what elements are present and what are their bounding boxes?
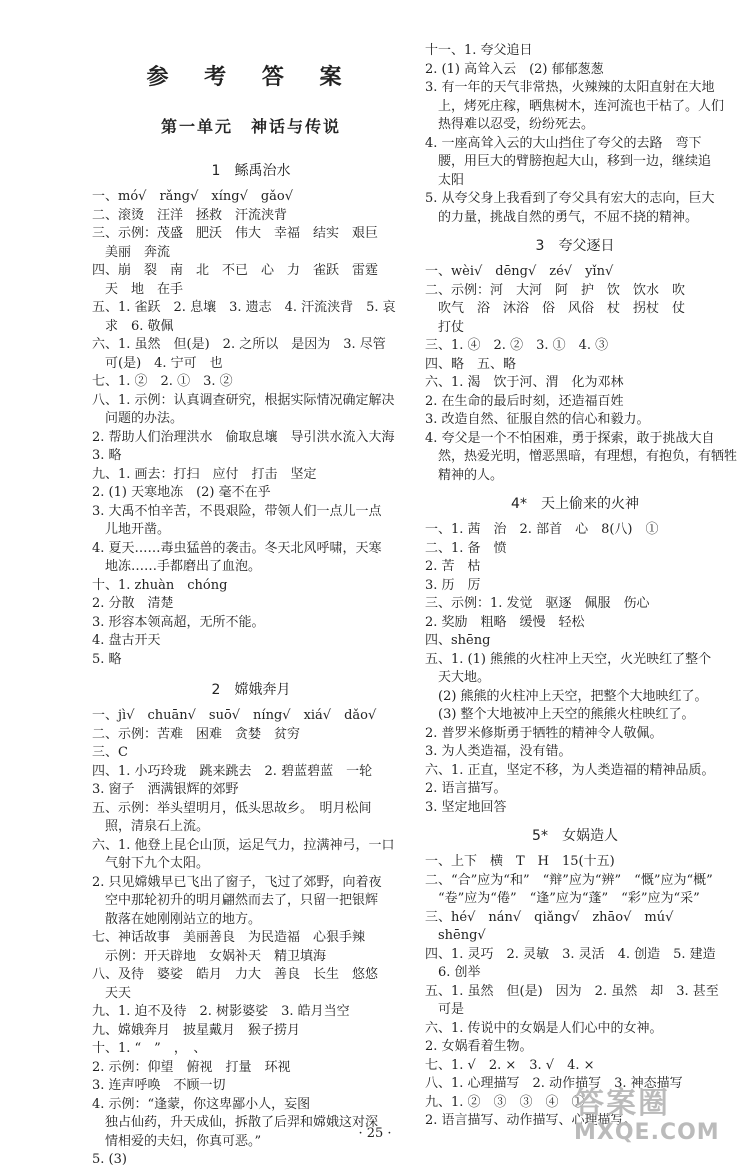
answer-line: 六、1. 渴 饮于河、渭 化为邓林 bbox=[425, 375, 624, 390]
answer-line: 精神的人。 bbox=[425, 467, 504, 483]
answer-line: (2) 熊熊的火柱冲上天空，把整个大地映红了。 bbox=[425, 688, 708, 704]
answer-line: 可是 bbox=[425, 1002, 465, 1017]
watermark-logo bbox=[574, 1087, 744, 1157]
answer-line: 3. 窗子 洒满银辉的郊野 bbox=[92, 782, 239, 797]
answer-line: 上，烤死庄稼，晒焦树木，连河流也干枯了。人们 bbox=[425, 98, 725, 114]
answer-line: 八、1. 心理描写 2. 动作描写 3. 神态描写 bbox=[425, 1076, 683, 1091]
answer-line: 三、示例：茂盛 肥沃 伟大 幸福 结实 艰巨 bbox=[92, 226, 379, 241]
answer-line: 4. 一座高耸入云的大山挡住了夸父的去路 弯下 bbox=[425, 135, 702, 151]
answer-line: 六、1. 他登上昆仑山顶，运足气力，拉满神弓，一口 bbox=[92, 837, 395, 853]
answer-line: 太阳 bbox=[425, 172, 465, 188]
answer-line: 六、1. 虽然 但(是) 2. 之所以 是因为 3. 尽管 bbox=[92, 337, 386, 352]
answer-line: 九、1. 迫不及待 2. 树影婆娑 3. 皓月当空 bbox=[92, 1004, 350, 1019]
answer-line: 3. 改造自然、征服自然的信心和毅力。 bbox=[425, 412, 650, 427]
answer-line: 三、示例：1. 发觉 驱逐 佩服 伤心 bbox=[425, 596, 650, 611]
answer-line: 三、C bbox=[92, 745, 128, 760]
answer-line: 七、1. √ 2. × 3. √ 4. × bbox=[425, 1057, 595, 1073]
answer-line: 2. (1) 高耸入云 (2) 郁郁葱葱 bbox=[425, 61, 604, 77]
answer-line: 问题的办法。 bbox=[92, 411, 184, 426]
answer-line: 四、1. 灵巧 2. 灵敏 3. 灵活 4. 创造 5. 建造 bbox=[425, 946, 716, 962]
answer-line: 八、及待 婆娑 皓月 力大 善良 长生 悠悠 bbox=[92, 967, 379, 982]
lesson-title: 3 夸父逐日 bbox=[535, 238, 615, 254]
page-number: · 25 · bbox=[358, 1126, 392, 1141]
lesson-title: 1 鲧禹治水 bbox=[211, 163, 291, 179]
answer-line: (3) 整个大地被冲上天空的熊熊火柱映红了。 bbox=[425, 707, 695, 722]
answer-line: 独占仙药，升天成仙，拆散了后羿和嫦娥这对深 bbox=[92, 1115, 379, 1130]
answer-line: 3. 形容本领高超，无所不能。 bbox=[92, 614, 265, 630]
answer-line: 一、wèi√ dēng√ zé√ yǐn√ bbox=[425, 264, 614, 279]
answer-line: 2. 语言描写。 bbox=[425, 781, 507, 796]
answer-line: 十、1. zhuàn chóng bbox=[92, 577, 228, 593]
answer-line: 九、嫦娥奔月 披星戴月 猴子捞月 bbox=[92, 1022, 301, 1038]
answer-line: 2. (1) 天寒地冻 (2) 毫不在乎 bbox=[92, 485, 271, 500]
answer-line: 气射下九个太阳。 bbox=[92, 856, 210, 871]
answer-line: 天天 bbox=[92, 985, 132, 1001]
answer-line: 3. 为人类造福，没有错。 bbox=[425, 744, 572, 759]
answer-line: 美丽 奔流 bbox=[92, 244, 171, 260]
answer-list bbox=[92, 707, 410, 1170]
answer-line: 照，清泉石上流。 bbox=[92, 819, 210, 834]
answer-line: 六、1. 传说中的女娲是人们心中的女神。 bbox=[425, 1020, 663, 1036]
answer-line: 空中那轮初升的明月翩然而去了，只留一把银辉 bbox=[92, 893, 379, 908]
answer-line: 八、1. 示例：认真调查研究，根据实际情况确定解决 bbox=[92, 392, 395, 408]
answer-line: 2. 只见嫦娥早已飞出了窗子，飞过了郊野，向着夜 bbox=[92, 874, 382, 890]
answer-line: 儿地开凿。 bbox=[92, 522, 171, 537]
answer-line: 三、1. ④ 2. ② 3. ① 4. ③ bbox=[425, 338, 609, 353]
answer-line: 吹气 浴 沐浴 俗 风俗 杖 拐杖 仗 bbox=[425, 301, 686, 316]
answer-line: 五、1. 雀跃 2. 息壤 3. 遗志 4. 汗流浃背 5. 哀 bbox=[92, 300, 396, 315]
answer-line: 九、1. ② ③ ③ ④ ① bbox=[425, 1094, 585, 1110]
answer-line: 3. 历 厉 bbox=[425, 577, 481, 593]
answer-line: 5. (3) bbox=[92, 1152, 127, 1167]
answer-line: 二、“合”应为“和” “辩”应为“辨” “慨”应为“概” bbox=[425, 872, 713, 888]
answer-line: shēng√ bbox=[425, 928, 486, 943]
answer-line: 3. 连声呼唤 不顾一切 bbox=[92, 1078, 226, 1093]
answer-line: 腰，用巨大的臂膀抱起大山，移到一边，继续追 bbox=[425, 154, 712, 169]
answer-line: 2. 苦 枯 bbox=[425, 559, 481, 574]
lesson-title: 2 嫦娥奔月 bbox=[211, 682, 291, 698]
answer-line: 2. 在生命的最后时刻，还造福百姓 bbox=[425, 393, 624, 409]
answer-line: 三、hé√ nán√ qiǎng√ zhāo√ mú√ bbox=[425, 909, 674, 925]
answer-line: 散落在她刚刚站立的地方。 bbox=[92, 911, 262, 927]
answer-line: 热得难以忍受，纷纷死去。 bbox=[425, 117, 595, 132]
answer-line: 天 地 在手 bbox=[92, 281, 184, 297]
answer-line: 四、崩 裂 南 北 不已 心 力 雀跃 雷霆 bbox=[92, 263, 379, 278]
answer-line: 2. 奖励 粗略 缓慢 轻松 bbox=[425, 614, 585, 630]
answer-line: 二、示例：苦难 困难 贪婪 贫穷 bbox=[92, 726, 301, 742]
answer-list bbox=[425, 263, 738, 485]
left-column bbox=[92, 152, 410, 1170]
answer-line: 一、mó√ rǎng√ xíng√ gǎo√ bbox=[92, 189, 294, 204]
answer-list bbox=[425, 521, 725, 817]
answer-line: 十一、1. 夸父追日 bbox=[425, 43, 533, 58]
answer-line: 二、滚烫 汪洋 拯救 汗流浃背 bbox=[92, 207, 288, 223]
answer-line: 2. 帮助人们治理洪水 偷取息壤 导引洪水流入大海 bbox=[92, 429, 395, 445]
answer-line: 求 6. 敬佩 bbox=[92, 318, 174, 334]
answer-line: 四、略 五、略 bbox=[425, 356, 517, 372]
answer-line: 2. 女娲看着生物。 bbox=[425, 1039, 533, 1054]
answer-line: 打仗 bbox=[425, 319, 465, 335]
answer-line: 5. 略 bbox=[92, 651, 122, 667]
answer-line: 2. 语言描写、动作描写、心理描写。 bbox=[425, 1113, 637, 1128]
answer-line: 2. 分散 清楚 bbox=[92, 596, 174, 611]
answer-line: 4. 盘古开天 bbox=[92, 633, 161, 648]
answer-line: 地冻……手都磨出了血泡。 bbox=[92, 559, 262, 574]
answer-list bbox=[92, 188, 410, 669]
right-column bbox=[425, 42, 738, 1131]
answer-line: 3. 大禹不怕辛苦，不畏艰险，带领人们一点儿一点 bbox=[92, 503, 382, 519]
answer-line: 五、示例：举头望明月，低头思故乡。 明月松间 bbox=[92, 800, 372, 816]
answer-line: 九、1. 画去：打扫 应付 打击 坚定 bbox=[92, 466, 317, 482]
watermark-text: 答案圈 bbox=[574, 1086, 670, 1121]
answer-line: 十、1. “ ” ， 、 bbox=[92, 1041, 207, 1056]
answer-line: 一、jì√ chuān√ suō√ níng√ xiá√ dǎo√ bbox=[92, 708, 377, 723]
answer-line: 五、1. 虽然 但(是) 因为 2. 虽然 却 3. 甚至 bbox=[425, 983, 719, 999]
answer-line: 情相爱的夫妇，你真可恶。” bbox=[92, 1133, 262, 1149]
answer-line: 5. 从夸父身上我看到了夸父具有宏大的志向，巨大 bbox=[425, 191, 715, 206]
answer-line: 2. 普罗米修斯勇于牺牲的精神令人敬佩。 bbox=[425, 725, 663, 741]
answer-line: “卷”应为“倦” “逢”应为“蓬” “彩”应为“采” bbox=[425, 891, 700, 906]
answer-line: 6. 创举 bbox=[425, 965, 481, 980]
lesson-title: 4* 天上偷来的火神 bbox=[511, 496, 639, 512]
answer-line: 七、神话故事 美丽善良 为民造福 心狠手辣 bbox=[92, 930, 366, 945]
answer-line: 一、1. 茜 治 2. 部首 心 8(八) ① bbox=[425, 522, 659, 537]
answer-line: 3. 坚定地回答 bbox=[425, 799, 507, 815]
answer-line: 六、1. 正直，坚定不移，为人类造福的精神品质。 bbox=[425, 762, 715, 778]
answer-line: 3. 略 bbox=[92, 448, 122, 463]
answer-line: 的力量，挑战自然的勇气，不屈不挠的精神。 bbox=[425, 209, 699, 225]
answer-line: 一、上下 横 T H 15(十五) bbox=[425, 854, 615, 869]
answer-line: 4. 夸父是一个不怕困难，勇于探索，敢于挑战大自 bbox=[425, 430, 715, 446]
answer-list bbox=[425, 42, 725, 227]
answer-line: 4. 示例：“逢蒙，你这卑鄙小人，妄图 bbox=[92, 1096, 311, 1112]
answer-line: 2. 示例：仰望 俯视 打量 环视 bbox=[92, 1059, 291, 1075]
unit-title: 第一单元 神话与传说 bbox=[160, 117, 341, 136]
answer-line: 五、1. (1) 熊熊的火柱冲上天空，火光映红了整个 bbox=[425, 651, 712, 667]
answer-line: 示例：开天辟地 女娲补天 精卫填海 bbox=[92, 948, 327, 964]
lesson-title: 5* 女娲造人 bbox=[532, 828, 618, 844]
answer-line: 四、1. 小巧玲珑 跳来跳去 2. 碧蓝碧蓝 一轮 bbox=[92, 763, 373, 779]
answer-line: 然，热爱光明，憎恶黑暗，有理想，有抱负，有牺牲 bbox=[425, 449, 738, 464]
answer-line: 可(是) 4. 宁可 也 bbox=[92, 355, 223, 371]
answer-line: 4. 夏天……毒虫猛兽的袭击。冬天北风呼啸，天寒 bbox=[92, 540, 382, 556]
answer-line: 天大地。 bbox=[425, 670, 491, 685]
page-title: 参 考 答 案 bbox=[146, 64, 356, 90]
answer-line: 3. 有一年的天气非常热，火辣辣的太阳直射在大地 bbox=[425, 80, 715, 95]
answer-line: 七、1. ② 2. ① 3. ② bbox=[92, 374, 233, 389]
answer-line: 四、shēng bbox=[425, 633, 491, 648]
answer-line: 二、示例：河 大河 阿 护 饮 饮水 吹 bbox=[425, 282, 686, 298]
answer-line: 二、1. 备 愤 bbox=[425, 540, 507, 556]
watermark-text: MXQE.COM bbox=[574, 1120, 720, 1145]
